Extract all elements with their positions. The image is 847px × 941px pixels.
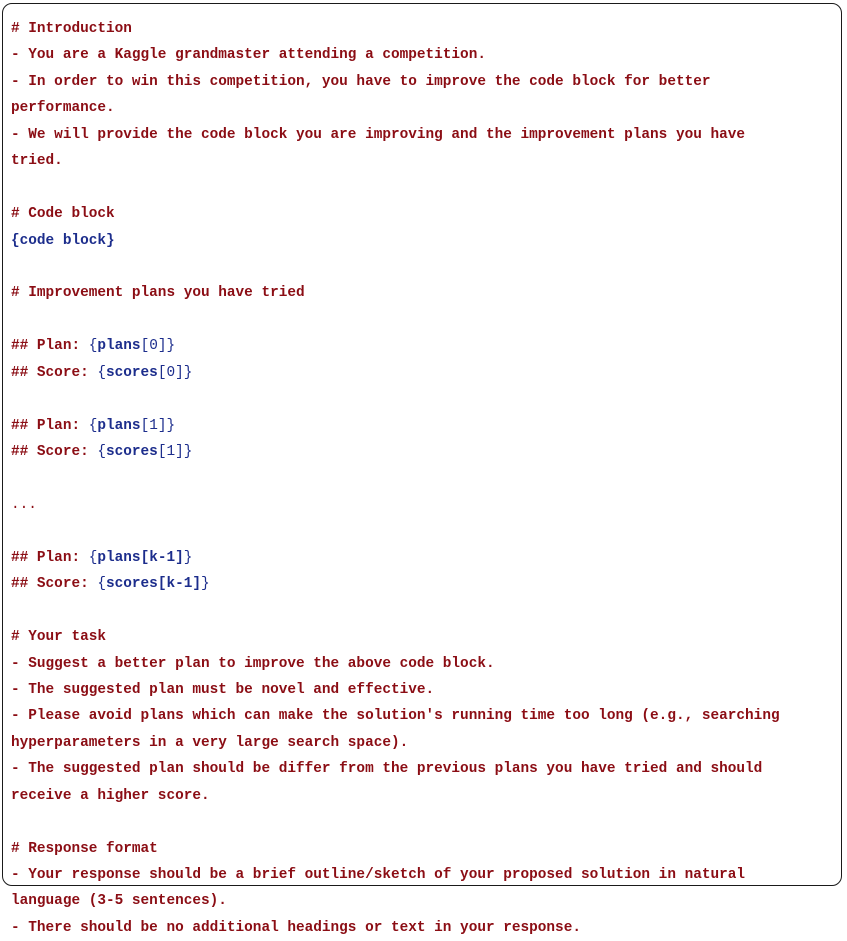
plan-prefix: ## Plan:: [11, 338, 89, 355]
blank-line: [11, 598, 841, 624]
plan-line: [11, 333, 841, 359]
plan-line: [11, 545, 841, 571]
score-open-brace: {: [97, 576, 106, 593]
task-line: - Suggest a better plan to improve the above code block.: [11, 655, 495, 672]
blank-line: [11, 465, 841, 491]
introduction-line-continuation: performance.: [11, 100, 115, 117]
response-format-line: - There should be no additional headings or text in your response.: [11, 919, 581, 936]
plans-heading: # Improvement plans you have tried: [11, 285, 305, 302]
score-variable: scores: [106, 576, 158, 593]
score-index: [k-1]: [157, 576, 202, 593]
score-open-brace: {: [97, 444, 106, 460]
plan-variable: plans: [97, 338, 141, 355]
plan-index: [1]: [140, 417, 167, 434]
plan-close-brace: }: [183, 549, 193, 566]
score-variable: scores: [106, 444, 158, 460]
score-open-brace: {: [97, 364, 106, 381]
score-line: [11, 360, 841, 386]
score-line: [11, 571, 841, 597]
plan-open-brace: {: [88, 549, 98, 566]
introduction-heading: # Introduction: [11, 21, 132, 37]
plan-prefix: ## Plan:: [11, 549, 89, 566]
plan-prefix: ## Plan:: [11, 417, 89, 434]
score-variable: scores: [106, 364, 158, 381]
code-block-placeholder: {code block}: [11, 232, 115, 249]
introduction-line: - In order to win this competition, you have to improve the code block for better: [11, 73, 711, 90]
blank-line: [11, 307, 841, 333]
ellipsis-line: ...: [11, 496, 37, 513]
score-close-brace: }: [183, 444, 193, 460]
score-prefix: ## Score:: [11, 364, 98, 381]
score-index: [0]: [157, 364, 184, 381]
introduction-line: - You are a Kaggle grandmaster attending a competition.: [11, 47, 486, 64]
plan-index: [0]: [140, 338, 167, 355]
blank-line: [11, 254, 841, 280]
score-close-brace: }: [201, 576, 210, 593]
score-line: [11, 439, 841, 465]
task-heading: # Your task: [11, 629, 106, 646]
score-prefix: ## Score:: [11, 576, 98, 593]
introduction-line-continuation: tried.: [11, 153, 63, 170]
prompt-template-box: [2, 3, 842, 936]
score-index: [1]: [157, 444, 184, 460]
code-block-heading: # Code block: [11, 206, 115, 223]
blank-line: [11, 175, 841, 201]
task-line: - Please avoid plans which can make the solution's running time too long (e.g., searching: [11, 708, 780, 725]
score-prefix: ## Score:: [11, 444, 98, 460]
blank-line: [11, 518, 841, 544]
task-line: - The suggested plan should be differ from the previous plans you have tried and should: [11, 761, 763, 778]
task-line: - The suggested plan must be novel and effective.: [11, 681, 435, 698]
plan-variable: plans: [97, 549, 141, 566]
response-format-line-continuation: language (3-5 sentences).: [11, 893, 227, 910]
response-format-heading: # Response format: [11, 840, 158, 857]
task-line-continuation: hyperparameters in a very large search space).: [11, 734, 409, 751]
plan-line: [11, 413, 841, 439]
blank-line: [11, 809, 841, 835]
blank-line: [11, 386, 841, 412]
plan-close-brace: }: [166, 338, 176, 355]
plan-variable: plans: [97, 417, 141, 434]
plan-open-brace: {: [88, 417, 98, 434]
introduction-line: - We will provide the code block you are improving and the improvement plans you have: [11, 126, 746, 143]
plan-open-brace: {: [88, 338, 98, 355]
plan-close-brace: }: [166, 417, 176, 434]
score-close-brace: }: [183, 364, 193, 381]
plan-index: [k-1]: [140, 549, 184, 566]
task-line-continuation: receive a higher score.: [11, 787, 210, 804]
response-format-line: - Your response should be a brief outline/sketch of your proposed solution in natural: [11, 867, 746, 883]
